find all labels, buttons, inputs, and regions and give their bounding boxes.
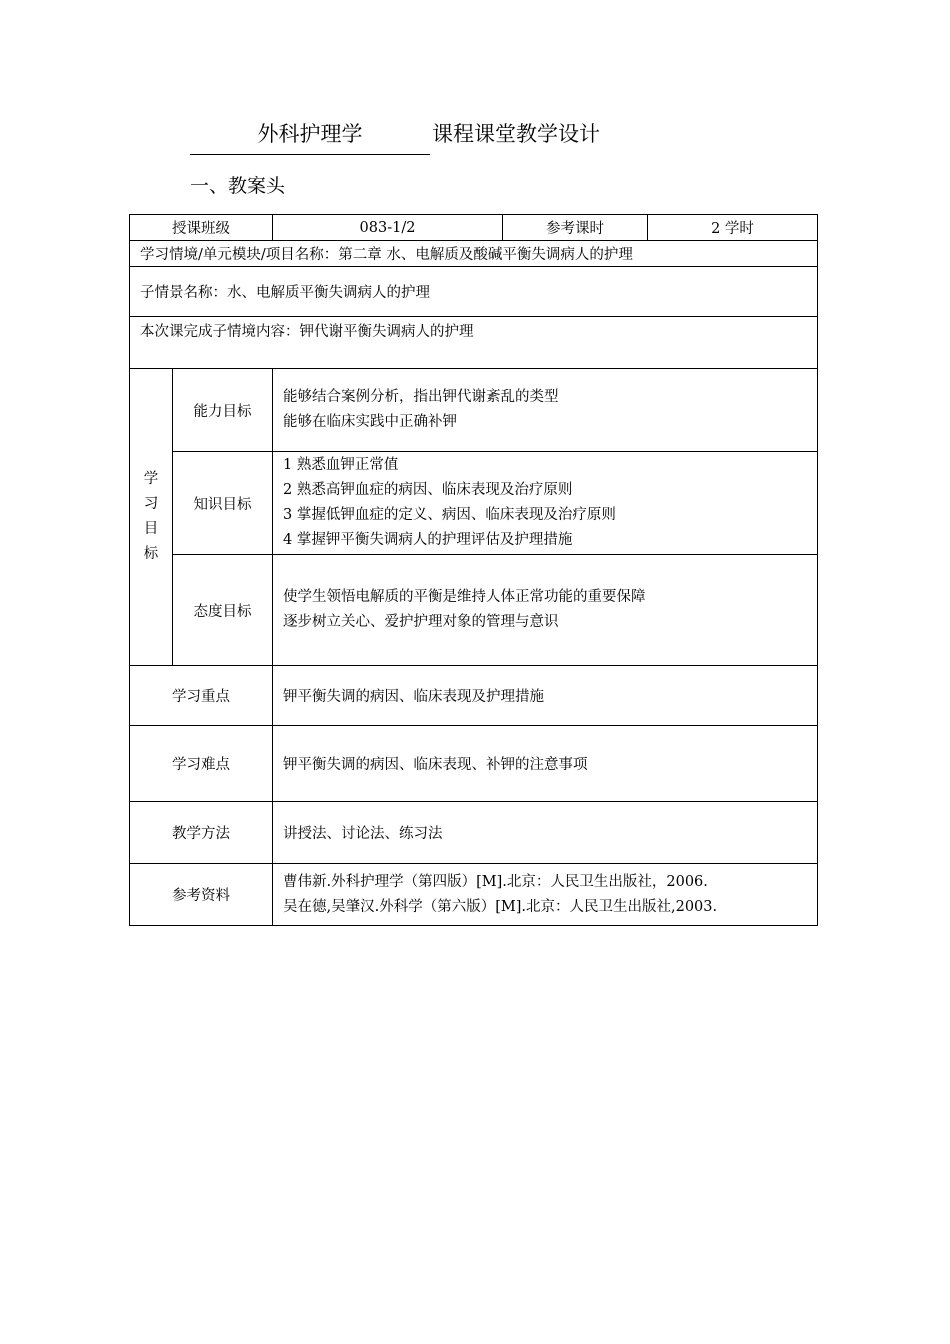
table-row bbox=[130, 726, 818, 802]
list-item: 能够结合案例分析，指出钾代谢紊乱的类型 bbox=[283, 389, 559, 405]
list-item: 使学生领悟电解质的平衡是维持人体正常功能的重要保障 bbox=[283, 589, 646, 605]
table-row bbox=[130, 864, 818, 926]
references-label: 参考资料 bbox=[130, 864, 273, 926]
title-text: 课程课堂教学设计 bbox=[432, 122, 600, 146]
list-item: 4 掌握钾平衡失调病人的护理评估及护理措施 bbox=[283, 532, 573, 548]
section-heading: 一、教案头 bbox=[190, 175, 286, 197]
table-row bbox=[130, 267, 818, 317]
table-row bbox=[130, 317, 818, 369]
list-item: 吴在德,吴肇汉.外科学（第六版）[M].北京：人民卫生出版社,2003. bbox=[283, 898, 718, 915]
lesson-plan-table bbox=[129, 214, 818, 926]
knowledge-objectives bbox=[273, 452, 818, 555]
list-item: 3 掌握低钾血症的定义、病因、临床表现及治疗原则 bbox=[283, 507, 616, 523]
lesson-content: 本次课完成子情境内容：钾代谢平衡失调病人的护理 bbox=[130, 317, 818, 369]
table-row bbox=[130, 369, 818, 452]
list-item: 逐步树立关心、爱护护理对象的管理与意识 bbox=[283, 614, 559, 630]
attitude-label: 态度目标 bbox=[173, 555, 273, 666]
objectives-label: 学 习 目 标 bbox=[130, 369, 173, 666]
methods-label: 教学方法 bbox=[130, 802, 273, 864]
hours-value: 2 学时 bbox=[648, 215, 818, 241]
list-item: 1 熟悉血钾正常值 bbox=[283, 457, 399, 473]
table-row bbox=[130, 802, 818, 864]
methods-value: 讲授法、讨论法、练习法 bbox=[273, 802, 818, 864]
table-row bbox=[130, 452, 818, 555]
attitude-objectives bbox=[273, 555, 818, 666]
table-row bbox=[130, 555, 818, 666]
list-item: 能够在临床实践中正确补钾 bbox=[283, 414, 457, 430]
class-value: 083-1/2 bbox=[273, 215, 503, 241]
references-value bbox=[273, 864, 818, 926]
sub-situation-name: 子情景名称：水、电解质平衡失调病人的护理 bbox=[130, 267, 818, 317]
table-row bbox=[130, 215, 818, 241]
list-item: 曹伟新.外科护理学（第四版）[M].北京：人民卫生出版社，2006. bbox=[283, 873, 708, 890]
table-row bbox=[130, 666, 818, 726]
ability-label: 能力目标 bbox=[173, 369, 273, 452]
module-name: 学习情境/单元模块/项目名称：第二章 水、电解质及酸碱平衡失调病人的护理 bbox=[130, 241, 818, 267]
hours-label: 参考课时 bbox=[503, 215, 648, 241]
key-points-label: 学习重点 bbox=[130, 666, 273, 726]
key-points-value: 钾平衡失调的病因、临床表现及护理措施 bbox=[273, 666, 818, 726]
knowledge-label: 知识目标 bbox=[173, 452, 273, 555]
list-item: 2 熟悉高钾血症的病因、临床表现及治疗原则 bbox=[283, 482, 573, 498]
difficulties-value: 钾平衡失调的病因、临床表现、补钾的注意事项 bbox=[273, 726, 818, 802]
course-name: 外科护理学 bbox=[190, 118, 430, 155]
class-label: 授课班级 bbox=[130, 215, 273, 241]
ability-objectives bbox=[273, 369, 818, 452]
table-row bbox=[130, 241, 818, 267]
difficulties-label: 学习难点 bbox=[130, 726, 273, 802]
